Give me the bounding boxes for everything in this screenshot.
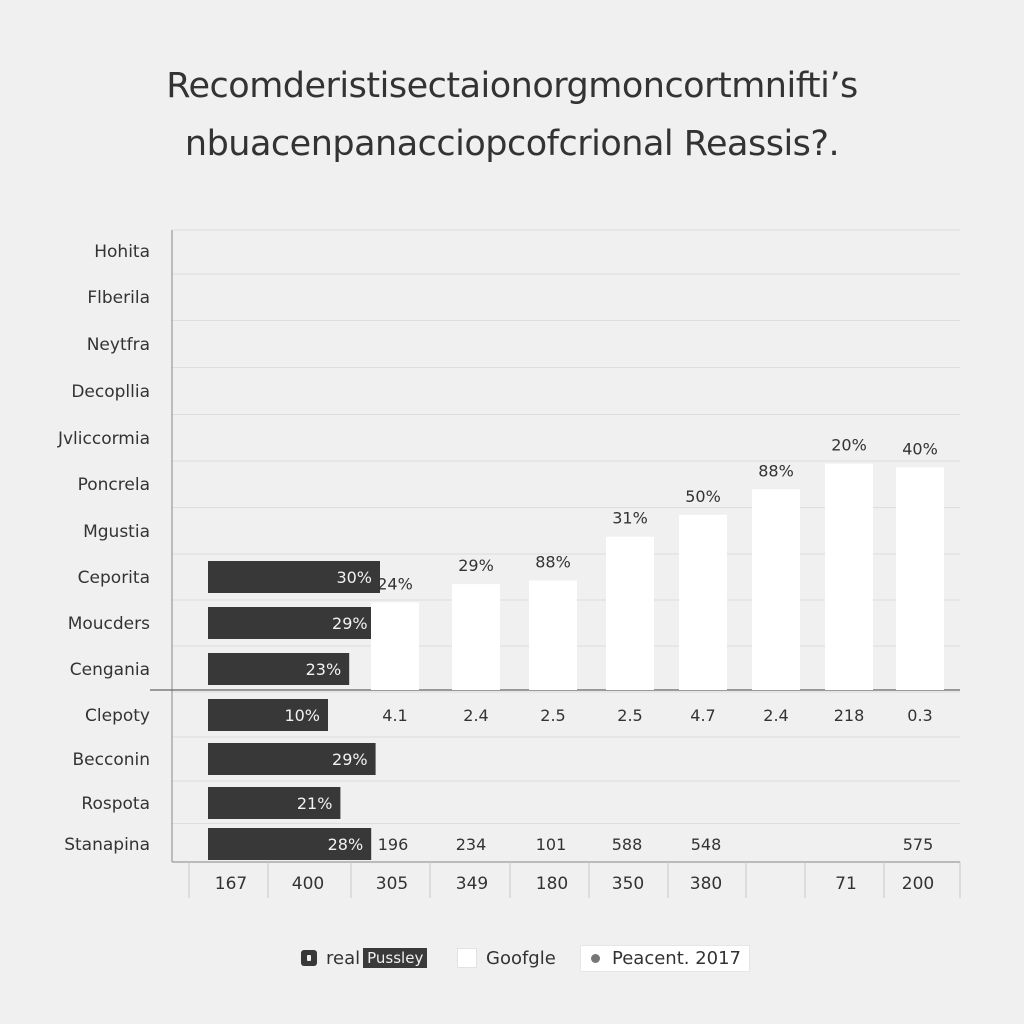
dark-bar-data-label: 30%: [336, 568, 372, 587]
row-value-label: 575: [902, 835, 934, 854]
x-tick-label: 180: [535, 874, 569, 894]
row-value-label: 101: [535, 835, 567, 854]
white-bar-data-label: 29%: [458, 556, 494, 576]
white-bar-data-label: 31%: [612, 508, 648, 528]
legend-label-real: real: [326, 947, 361, 969]
white-bar: [452, 584, 500, 690]
white-bar: [529, 581, 577, 691]
row-value-label: 196: [377, 835, 409, 854]
y-tick-label: Decopllia: [71, 382, 150, 402]
x-tick-label: 380: [689, 874, 723, 894]
y-tick-label: Stanapina: [64, 835, 150, 855]
dark-bar-data-label: 23%: [305, 660, 342, 679]
x-tick-label: 71: [835, 874, 857, 894]
white-bar: [606, 537, 654, 690]
y-tick-label: Neytfra: [86, 335, 150, 355]
chart-title-line-2: nbuacenpanacciopcofcrional Reassis?.: [184, 124, 840, 164]
y-tick-label: Mgustia: [83, 522, 150, 542]
legend-swatch-dark-icon: [301, 950, 317, 966]
dark-bar-data-label: 10%: [284, 706, 320, 725]
row-value-label: 0.3: [907, 706, 933, 725]
dark-bar-data-label: 29%: [332, 614, 368, 633]
white-bar-data-label: 50%: [685, 486, 721, 506]
row-value-label: 2.5: [617, 706, 643, 725]
y-tick-label: Becconin: [72, 750, 150, 770]
row-value-label: 4.7: [690, 706, 716, 725]
y-tick-label: Clepoty: [85, 706, 150, 726]
white-bar-data-label: 88%: [535, 552, 571, 572]
dark-bar-data-label: 28%: [327, 835, 364, 854]
y-tick-label: Cengania: [69, 660, 150, 680]
legend-item-real[interactable]: [301, 944, 427, 972]
legend-tag-pussley: Pussley: [363, 948, 427, 968]
white-bar: [752, 489, 800, 690]
y-tick-label: Flberila: [87, 288, 150, 308]
white-bar: [896, 467, 944, 690]
legend-dot-icon: [591, 954, 600, 963]
legend-peacent-box: [580, 945, 750, 972]
row-value-label: 2.5: [540, 706, 566, 725]
row-value-label: 588: [611, 835, 643, 854]
dark-bar-data-label: 29%: [332, 750, 368, 769]
y-tick-label: Moucders: [67, 614, 150, 634]
x-tick-label: 349: [455, 874, 489, 894]
white-bar: [825, 464, 873, 690]
row-value-label: 2.4: [763, 706, 789, 725]
white-bar-data-label: 20%: [831, 435, 867, 455]
row-value-label: 234: [455, 835, 487, 854]
y-tick-label: Hohita: [94, 242, 150, 262]
legend-swatch-white-icon: [457, 948, 477, 968]
white-bar: [679, 515, 727, 690]
row-value-label: 218: [833, 706, 865, 725]
row-value-label: 548: [690, 835, 722, 854]
x-tick-label: 350: [611, 874, 645, 894]
dark-bar-data-label: 21%: [296, 794, 333, 813]
white-bar-data-label: 88%: [758, 461, 794, 481]
chart-title-line-1: Recomderistisectaionorgmoncortmnifti’s: [166, 66, 858, 106]
x-tick-label: 167: [214, 874, 248, 894]
legend-label-peacent: Peacent. 2017: [612, 947, 742, 969]
y-tick-label: Ceporita: [77, 568, 150, 588]
row-value-label: 4.1: [382, 706, 408, 725]
x-tick-label: 200: [901, 874, 935, 894]
legend-label-goofgle: Goofgle: [486, 947, 556, 969]
white-bar-data-label: 40%: [902, 439, 938, 459]
legend-item-peacent[interactable]: [580, 944, 750, 972]
white-bar-data-label: 24%: [377, 574, 413, 594]
y-tick-label: Jvliccormia: [57, 429, 150, 449]
y-tick-label: Poncrela: [77, 475, 150, 495]
y-tick-label: Rospota: [81, 794, 150, 814]
white-bar: [371, 602, 419, 690]
chart-legend: [0, 944, 1024, 974]
row-value-label: 2.4: [463, 706, 489, 725]
x-tick-label: 400: [291, 874, 325, 894]
x-tick-label: 305: [375, 874, 409, 894]
legend-item-goofgle[interactable]: [457, 944, 556, 972]
